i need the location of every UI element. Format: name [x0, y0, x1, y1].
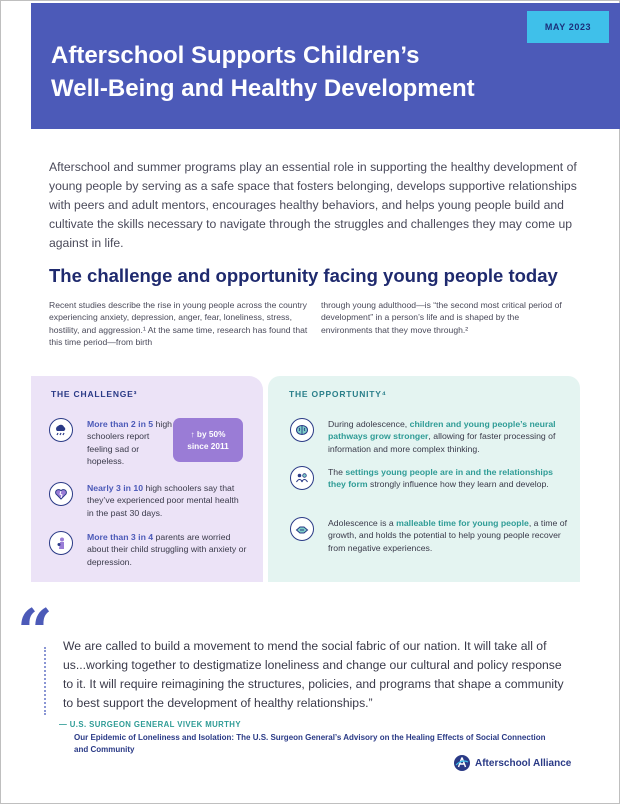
stat-body: high schoolers say that they’ve experienced poor mental health in the past 30 days.: [87, 483, 239, 518]
parent-child-icon: [49, 531, 73, 555]
opp-text-before: Adolescence is a: [328, 518, 397, 528]
challenge-stat-text: [87, 482, 247, 519]
broken-heart-icon: [49, 482, 73, 506]
challenge-label: THE CHALLENGE³: [51, 389, 138, 399]
brand-logo: [453, 754, 571, 772]
quote-text: We are called to build a movement to mend the social fabric of our nation. It will take all of us...working together to destigmatize loneliness and change our cultural and policy response to it. It will require reimagining the structures, policies, and programs that shape a community to best support the development of healthy relationships.”: [63, 639, 564, 710]
callout-change: ↑ by 50%: [190, 429, 226, 439]
opportunity-text: [328, 418, 570, 455]
brain-icon: [290, 418, 314, 442]
challenge-stat-text: [87, 531, 247, 568]
intro-paragraph: Afterschool and summer programs play an essential role in supporting the healthy development of young people by serving as a safe space that fosters belonging, develops supportive relationships with peers and adult mentors, encourages healthy behaviors, and helps young people build and cultivate the skills necessary to navigate through the struggles and challenges they may come up against in life.: [49, 160, 577, 250]
opp-text-after: , a time of growth, and holds the potential to help young people recover from negative experiences.: [328, 518, 568, 553]
section-heading: The challenge and opportunity facing young people today: [49, 265, 558, 286]
quote-attribution: — U.S. SURGEON GENERAL VIVEK MURTHY: [59, 720, 241, 729]
quote-mark-icon: “: [17, 595, 53, 668]
opportunity-text: [328, 466, 570, 491]
stat-highlight: More than 3 in 4: [87, 532, 154, 542]
brand-name: Afterschool Alliance: [475, 757, 572, 769]
opportunity-text: [328, 517, 570, 554]
stat-body: high schoolers report feeling sad or hopeless.: [87, 419, 172, 466]
opp-text-before: During adolescence,: [328, 419, 410, 429]
opportunity-panel: [268, 376, 580, 582]
people-community-icon: [290, 466, 314, 490]
quote-source: Our Epidemic of Loneliness and Isolation: The U.S. Surgeon General’s Advisory on the Healing Effects of Social Connection and Community: [74, 733, 546, 754]
title-line-1: Afterschool Supports Children’s: [51, 42, 420, 69]
challenge-stat: [49, 531, 249, 568]
stat-body: parents are worried about their child struggling with anxiety or depression.: [87, 532, 247, 567]
opp-text-after: , allowing for faster processing of information and more complex thinking.: [328, 431, 556, 454]
alliance-logo-icon: [453, 754, 471, 772]
date-badge: MAY 2023: [527, 11, 609, 43]
handshake-heart-icon: [290, 517, 314, 541]
opp-highlight: children and young people’s neural pathways grow stronger: [328, 419, 556, 442]
challenge-stat: [49, 482, 249, 519]
challenge-stat-text: [87, 418, 175, 467]
challenge-panel: [31, 376, 263, 582]
opp-highlight: settings young people are in and the relationships they form: [328, 467, 553, 490]
stat-highlight: Nearly 3 in 10: [87, 483, 144, 493]
stat-highlight: More than 2 in 5: [87, 419, 154, 429]
body-column-left: Recent studies describe the rise in young people across the country experiencing anxiety, depression, anger, fear, loneliness, stress, hostility, and aggression.¹ At the same time, research has found that this time period—from birth: [49, 300, 308, 347]
body-column-right: through young adulthood—is “the second most critical period of development” in a person’s life and is shaped by the environments that they move through.²: [321, 300, 562, 335]
opp-highlight: malleable time for young people: [396, 518, 529, 528]
opportunity-item: [290, 517, 570, 554]
opp-text-before: The: [328, 467, 346, 477]
page-title: [51, 39, 571, 105]
opportunity-item: [290, 418, 570, 455]
trend-callout: [173, 418, 243, 462]
opportunity-label: THE OPPORTUNITY⁴: [289, 389, 387, 399]
opp-text-after: strongly influence how they learn and develop.: [367, 479, 549, 490]
quote-divider: [44, 647, 46, 715]
title-line-2: Well-Being and Healthy Development: [51, 75, 475, 102]
opportunity-item: [290, 466, 570, 491]
header-banner: [31, 3, 620, 129]
callout-since: since 2011: [187, 441, 229, 451]
rain-cloud-icon: [49, 418, 73, 442]
